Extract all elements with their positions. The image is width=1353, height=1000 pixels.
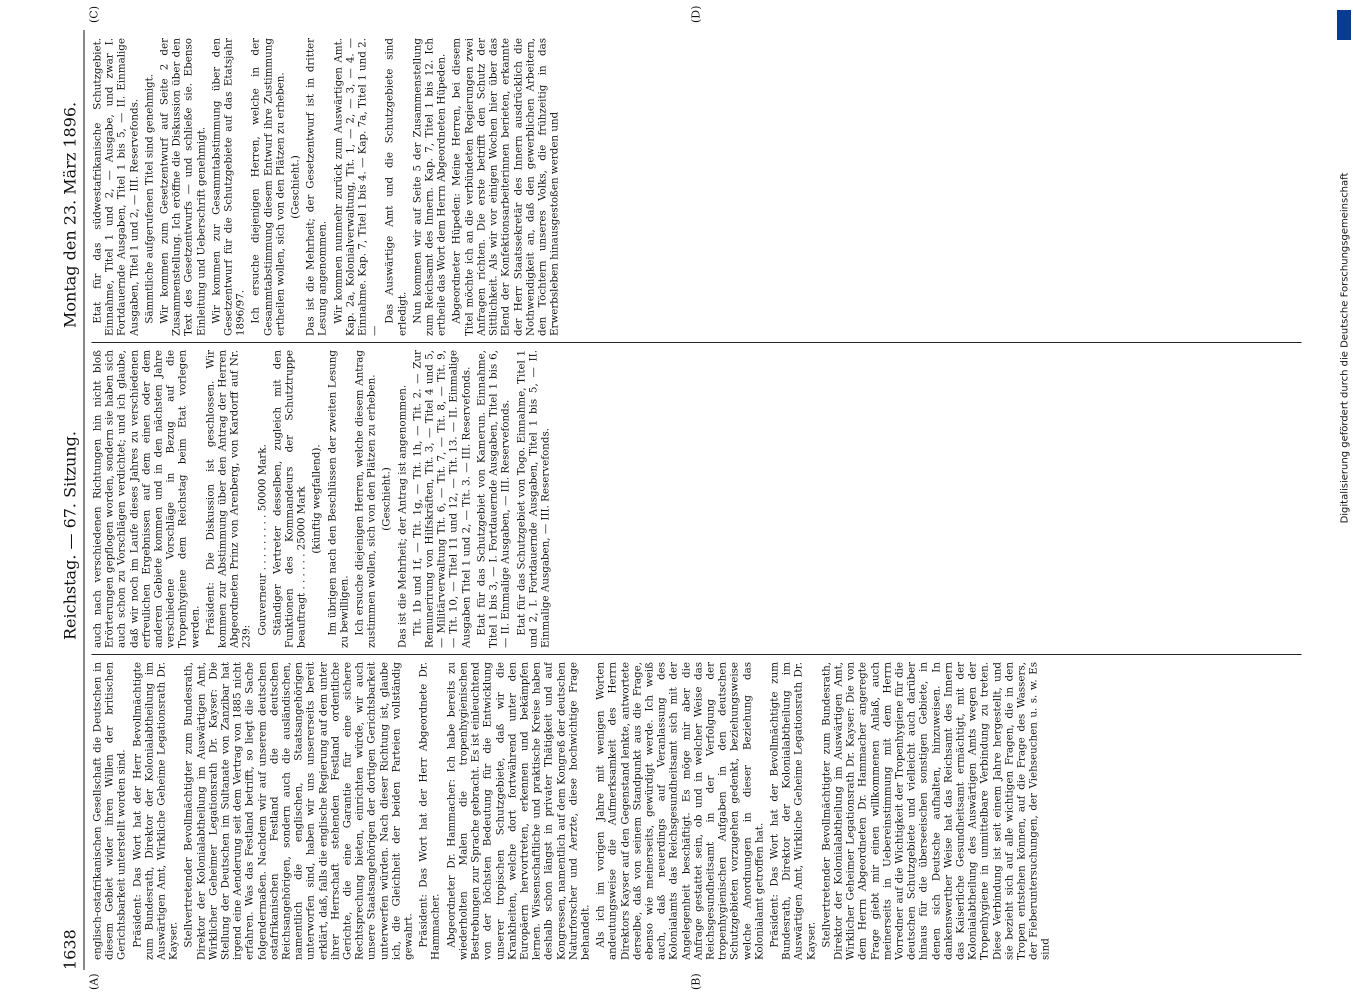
session-title: Reichstag. — 67. Sitzung. bbox=[60, 431, 80, 640]
paragraph: Präsident: Das Wort hat der Herr Abgeordnete Dr. Hammacher. bbox=[417, 662, 442, 960]
paragraph: Sämmtliche aufgerufenen Titel sind genehmigt. bbox=[143, 73, 156, 324]
digitization-note bbox=[1338, 8, 1352, 688]
paragraph: Etat für das Schutzgebiet von Togo. Einnahme, Titel 1 und 2, I. Fortdauernde Ausgaben, Titel 1 bis 5, — II. Einmalige Ausgaben, — III. Reservefonds. bbox=[515, 350, 552, 648]
paragraph: Im übrigen nach den Beschlüssen der zweiten Lesung zu bewilligen. bbox=[326, 350, 351, 648]
paragraph: Wir kommen zum Gesetzentwurf auf Seite 2 der Zusammenstellung. Ich eröffne die Diskussion über den Text des Gesetzentwurfs — und schließe sie. Ebenso Einleitung und Ueberschrift genehmigt. bbox=[158, 38, 208, 336]
paragraph: Ständiger Vertreter desselben, zugleich mit den Funktionen des Kommandeurs der Schutztruppe beauftragt . . . . . . 25000 Mark bbox=[271, 350, 308, 648]
paragraph: Abgeordneter Dr. Hammacher: Ich habe bereits zu wiederholten Malen die tropenhygienischen Bestrebungen zur Sprache gebracht. Es ist einleuchtend von der höchsten Bedeutung für die Entwicklung unserer tropischen Schutzgebiete, daß wir die Krankheiten, welche dort fortwährend unter den Europäern hervortreten, erkennen und bekämpfen lernen. Wissenschaftliche und praktische Kreise haben deshalb schon längst in privater Thätigkeit und auf Kongressen, namentlich auf dem Kongreß der deutschen Naturforscher und Aerzte, diese hochwichtige Frage behandelt. bbox=[445, 662, 592, 960]
paragraph: Wir kommen nunmehr zurück zum Auswärtigen Amt. Kap. 2a, Kolonialverwaltung, Tit. 1, — 2, — 3, — 4. — Einnahme. Kap. 7, Titel 1 bis 4. — Kap. 7a, Titel 1 und 2. — bbox=[332, 38, 381, 336]
paragraph: Als ich im vorigen Jahre mit wenigen Worten andeutungsweise die Aufmerksamkeit des Herrn Direktors Kayser auf den Gegenstand lenkte, antwortete derselbe, daß von seinem Standpunkt aus die Frage, ebenso wie meinerseits, gewürdigt werde. Ich weiß auch, daß neuerdings auf Veranlassung des Kolonialamts das Reichsgesundheitsamt sich mit der Angelegenheit beschäftigt. Es möge mir aber die Anfrage gestattet sein, ob und in welcher Weise das Reichsgesundheitsamt in der Verfolgung der tropenhygienischen Aufgaben in den deutschen Schutzgebieten vorzugehen gedenkt, beziehungsweise welche Anordnungen in dieser Beziehung das Kolonialamt getroffen hat. bbox=[594, 662, 766, 960]
paragraph: Stellvertretender Bevollmächtigter zum Bundesrath, Direktor der Kolonialabtheilung im Auswärtigen Amt, Wirklicher Geheimer Legationsrath Dr. Kayser: Die von dem Herrn Abgeordneten Dr. Hammacher angeregte Frage giebt mir einen willkommenen Anlaß, auch meinerseits in Uebereinstimmung mit dem Herrn Vorredner auf die Wichtigkeit der Tropenhygiene für die deutschen Schutzgebiete und vielleicht auch darüber hinaus für die überseeischen sonstigen Gebiete, in denen sich Deutsche aufhalten, hinzuweisen. In dankenswerther Weise hat das Reichsamt des Innern das Kaiserliche Gesundheitsamt ermächtigt, mit der Kolonialabtheilung des Auswärtigen Amts wegen der Tropenhygiene in unmittelbare Verbindung zu treten. Diese Verbindung ist seit einem Jahre hergestellt, und sie bezieht sich auf alle wichtigen Fragen, die in den Tropen entstehen können, auf die Frage des Wassers, der Fieberuntersuchungen, der Viehseuchen u. s. w. Es sind bbox=[820, 662, 1052, 960]
paragraph: Wir kommen zur Gesammtabstimmung über den Gesetzentwurf für die Schutzgebiete auf das Etatsjahr 1896/97. bbox=[210, 38, 247, 336]
paragraph: Ich ersuche diejenigen Herren, welche in der Gesammtabstimmung diesem Entwurf ihre Zustimmung ertheilen wollen, sich von den Plätzen zu erheben. bbox=[249, 38, 287, 336]
text-column-middle bbox=[92, 350, 1302, 648]
column-rule bbox=[92, 654, 1302, 655]
page-number: 1638 bbox=[60, 929, 80, 970]
paragraph: Das ist die Mehrheit; der Gesetzentwurf ist in dritter Lesung angenommen. bbox=[304, 38, 329, 336]
paragraph: (künftig wegfallend). bbox=[310, 444, 323, 554]
paragraph: (Geschieht.) bbox=[289, 155, 302, 219]
margin-letter-d: (D) bbox=[689, 5, 703, 23]
paragraph: Etat für das südwestafrikanische Schutzgebiet. Einnahme, Titel 1 und 2, — Ausgabe, und zwar I. Fortdauernde Ausgaben, Titel 1 bis 5, — II. Einmalige Ausgaben, Titel 1 und 2, — III. Reservefonds. bbox=[91, 38, 141, 336]
text-column-left bbox=[92, 662, 1302, 960]
paragraph: Stellvertretender Bevollmächtigter zum Bundesrath, Direktor der Kolonialabtheilung im Auswärtigen Amt, Wirklicher Geheimer Legationsrath Dr. Kayser: Die Stellung der Deutschen im Sultanate von Zanzibar hat irgend eine Aenderung seit dem Vertrag von 1885 nicht erfahren. Was das Festland betrifft, so liegt die Sache folgendermaßen. Nachdem wir auf unserem deutschen ostafrikanischen Festland die deutschen Reichsangehörigen, sondern auch die ausländischen, namentlich die englischen, Staatsangehörigen unterworfen sind, haben wir uns unsererseits bereit erklärt, daß, falls die englische Regierung auf dem unter ihrer Herrschaft stehenden Festland ordentliche Gerichte, die eine Garantie für eine sichere Rechtsprechung bieten, einrichten würde, wir auch unsere Staatsangehörigen der dortigen Gerichtsbarkeit unterwerfen würden. Nach dieser Richtung ist, glaube ich, die Gleichheit der beiden Parteien vollständig gewahrt. bbox=[182, 662, 415, 960]
margin-letter-a: (A) bbox=[87, 973, 101, 990]
paragraph: Gouverneur . . . . . . . . . 50000 Mark. bbox=[256, 444, 269, 636]
paragraph: Das Auswärtige Amt und die Schutzgebiete sind erledigt. bbox=[383, 38, 409, 336]
session-date: Montag den 23. März 1896. bbox=[60, 101, 80, 328]
running-header bbox=[58, 30, 85, 970]
paragraph: auch nach verschiedenen Richtungen hin nicht bloß Erörterungen gepflogen worden, sondern sie haben sich auch schon zu Vorschlägen verdichtet; und ich glaube, daß wir noch im Laufe dieses Jahres zu verschiedenen erfreulichen Ergebnissen auf dem einen oder dem anderen Gebiete kommen und in den nächsten Jahre verschiedene Vorschläge in Bezug auf die Tropenhygiene dem Reichstag beim Etat vorlegen werden. bbox=[91, 350, 202, 648]
paragraph: Tit. 1b und 1f, — Tit. 1g, — Tit. 1h, — Tit. 2. — Zur Remunerirung von Hilfskräften, Tit. 3, — Titel 4 und 5, — Militärverwaltung Tit. 6, — Tit. 7, — Tit. 8, — Tit. 9, — Tit. 10, — Titel 11 und 12, — Tit. 13. — II. Einmalige Ausgaben Titel 1 und 2, — Tit. 3. — III. Reservefonds. bbox=[411, 350, 473, 648]
paragraph: Nun kommen wir auf Seite 5 der Zusammenstellung zum Reichsamt des Innern. Kap. 7, Titel 1 bis 12. Ich ertheile das Wort dem Herrn Abgeordneten Hüpeden. bbox=[411, 38, 448, 336]
paragraph: Etat für das Schutzgebiet von Kamerun. Einnahme, Titel 1 bis 3, — I. Fortdauernde Ausgaben, Titel 1 bis 6, — II. Einmalige Ausgaben, — III. Reservefonds. bbox=[475, 350, 512, 648]
margin-letter-b: (B) bbox=[689, 973, 703, 990]
paragraph: (Geschieht.) bbox=[380, 467, 393, 531]
digitization-note-text: Digitalisierung gefördert durch die Deutsche Forschungsgemeinschaft bbox=[1339, 172, 1351, 524]
paragraph: Ich ersuche diejenigen Herren, welche diesem Antrag zustimmen wollen, sich von den Plätzen zu erheben. bbox=[353, 350, 378, 648]
column-rule bbox=[92, 342, 1302, 343]
paragraph: Das ist die Mehrheit; der Antrag ist angenommen. bbox=[396, 384, 409, 648]
paragraph: Präsident: Das Wort hat der Bevollmächtigte zum Bundesrath, Direktor der Kolonialabtheilung im Auswärtigen Amt, Wirkliche Geheime Legationsrath Dr. Kayser. bbox=[768, 662, 818, 960]
paragraph: Präsident: Das Wort hat der Herr Bevollmächtigte zum Bundesrath, Direktor der Kolonialabtheilung im Auswärtigen Amt, Wirkliche Geheime Legationsrath Dr. Kayser. bbox=[131, 662, 180, 960]
paragraph: Abgeordneter Hüpeden: Meine Herren, bei diesem Titel möchte ich an die verbündeten Regierungen zwei Anfragen richten. Die erste betrifft den Schutz der Sittlichkeit. Als wir vor einigen Wochen hier über das Elend der Konfektionsarbeiterinnen berieten, erkannte der Herr Staatssekretär des Innern ausdrücklich die Nothwendigkeit an, daß den gewerblichen Arbeitern, den Töchtern unseres Volks, die frühzeitig in das Erwerbsleben hinausgestoßen werden und bbox=[450, 38, 561, 336]
paragraph: Präsident: Die Diskussion ist geschlossen. Wir kommen zur Abstimmung über den Antrag der Herren Abgeordneten Prinz von Arenberg, von Kardorff auf Nr. 239: bbox=[204, 350, 253, 648]
text-column-right bbox=[92, 38, 1302, 336]
margin-letter-c: (C) bbox=[87, 6, 101, 23]
paragraph: englisch-ostafrikanischen Gesellschaft die Deutschen in diesem Gebiet wider ihren Willen der britischen Gerichtsbarkeit unterstellt worden sind. bbox=[91, 662, 128, 960]
